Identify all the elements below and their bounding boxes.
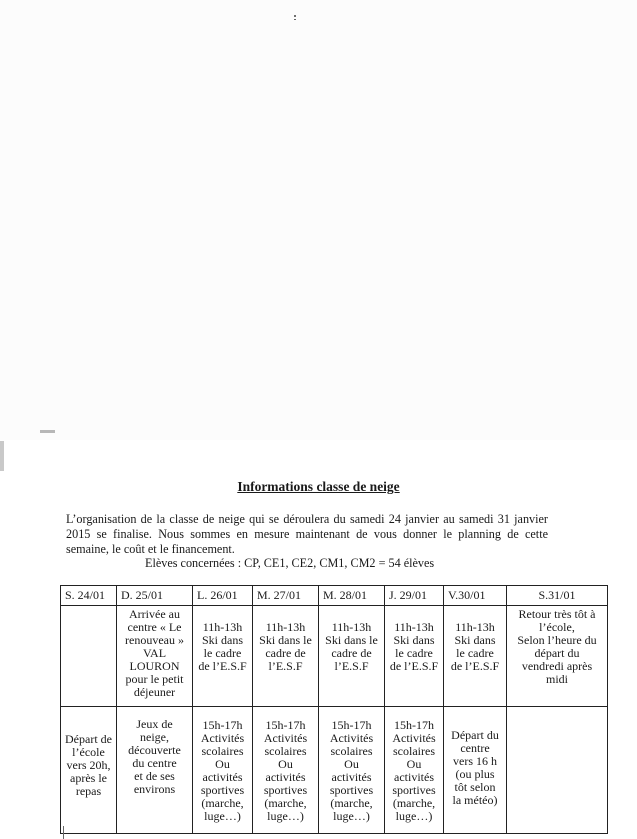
- scan-mark: [0, 441, 4, 471]
- table-cell: [253, 606, 319, 707]
- cell-text: Jeux de neige, découverte du centre et de ses environs: [128, 717, 181, 796]
- table-header-row: [61, 586, 608, 606]
- day-header: V.30/01: [444, 586, 507, 606]
- table-cell: [507, 707, 608, 834]
- cell-text: Départ du centre vers 16 h (ou plus tôt selon la météo): [451, 728, 499, 807]
- day-header: L. 26/01: [193, 586, 253, 606]
- table-cell: [253, 707, 319, 834]
- table-cell: [319, 707, 385, 834]
- cell-text: 11h-13h Ski dans le cadre de l’E.S.F: [450, 620, 500, 673]
- cell-text: 15h-17h Activités scolaires Ou activités sportives (marche, luge…): [263, 718, 308, 823]
- table-cell: [61, 606, 117, 707]
- table-row: [61, 707, 608, 834]
- table-cell: [319, 606, 385, 707]
- table-cell: [61, 707, 117, 834]
- day-header: S. 24/01: [61, 586, 117, 606]
- table-cell: [444, 606, 507, 707]
- day-header: D. 25/01: [117, 586, 193, 606]
- table-cell: [444, 707, 507, 834]
- table-cell: [385, 707, 444, 834]
- day-header: M. 27/01: [253, 586, 319, 606]
- cell-text: 11h-13h Ski dans le cadre de l’E.S.F: [325, 620, 378, 673]
- cell-text: 11h-13h Ski dans le cadre de l’E.S.F: [389, 620, 439, 673]
- table-cell: [385, 606, 444, 707]
- students-concerned: Elèves concernées : CP, CE1, CE2, CM1, CM2 = 54 élèves: [145, 556, 435, 570]
- table-cell: [117, 606, 193, 707]
- table-cell: [193, 707, 253, 834]
- cell-text: 15h-17h Activités scolaires Ou activités sportives (marche, luge…): [329, 718, 374, 823]
- cell-text: 15h-17h Activités scolaires Ou activités sportives (marche, luge…): [392, 718, 436, 823]
- intro-text: L’organisation de la classe de neige qui se déroulera du samedi 24 janvier au samedi 31 janvier 2015 se finalise. Nous sommes en mesure maintenant de vous donner le planning de cette semaine, le coût et le financement.: [66, 512, 548, 556]
- cell-text: Retour très tôt à l’école, Selon l’heure du départ du vendredi après midi: [517, 607, 597, 686]
- table-row: [61, 606, 608, 707]
- planning-table: [60, 585, 608, 834]
- scan-mark: [63, 826, 70, 839]
- cell-text: 15h-17h Activités scolaires Ou activités sportives (marche, luge…): [200, 718, 245, 823]
- cell-text: 11h-13h Ski dans le cadre de l’E.S.F: [259, 620, 312, 673]
- table-cell: [117, 707, 193, 834]
- cell-text: [509, 708, 605, 719]
- day-header: M. 28/01: [319, 586, 385, 606]
- scan-speck: [294, 15, 296, 17]
- cell-text: 11h-13h Ski dans le cadre de l’E.S.F: [198, 620, 247, 673]
- cell-text: Arrivée au centre « Le renouveau » VAL LOURON pour le petit déjeuner: [125, 607, 184, 699]
- table-cell: [507, 606, 608, 707]
- intro-paragraph: [66, 512, 548, 557]
- day-header: J. 29/01: [385, 586, 444, 606]
- scan-speck: [294, 19, 296, 20]
- document-title: Informations classe de neige: [237, 479, 400, 494]
- table-cell: [193, 606, 253, 707]
- cell-text: Départ de l’école vers 20h, après le repas: [65, 732, 112, 798]
- scan-mark: [40, 430, 55, 433]
- day-header: S.31/01: [507, 586, 608, 606]
